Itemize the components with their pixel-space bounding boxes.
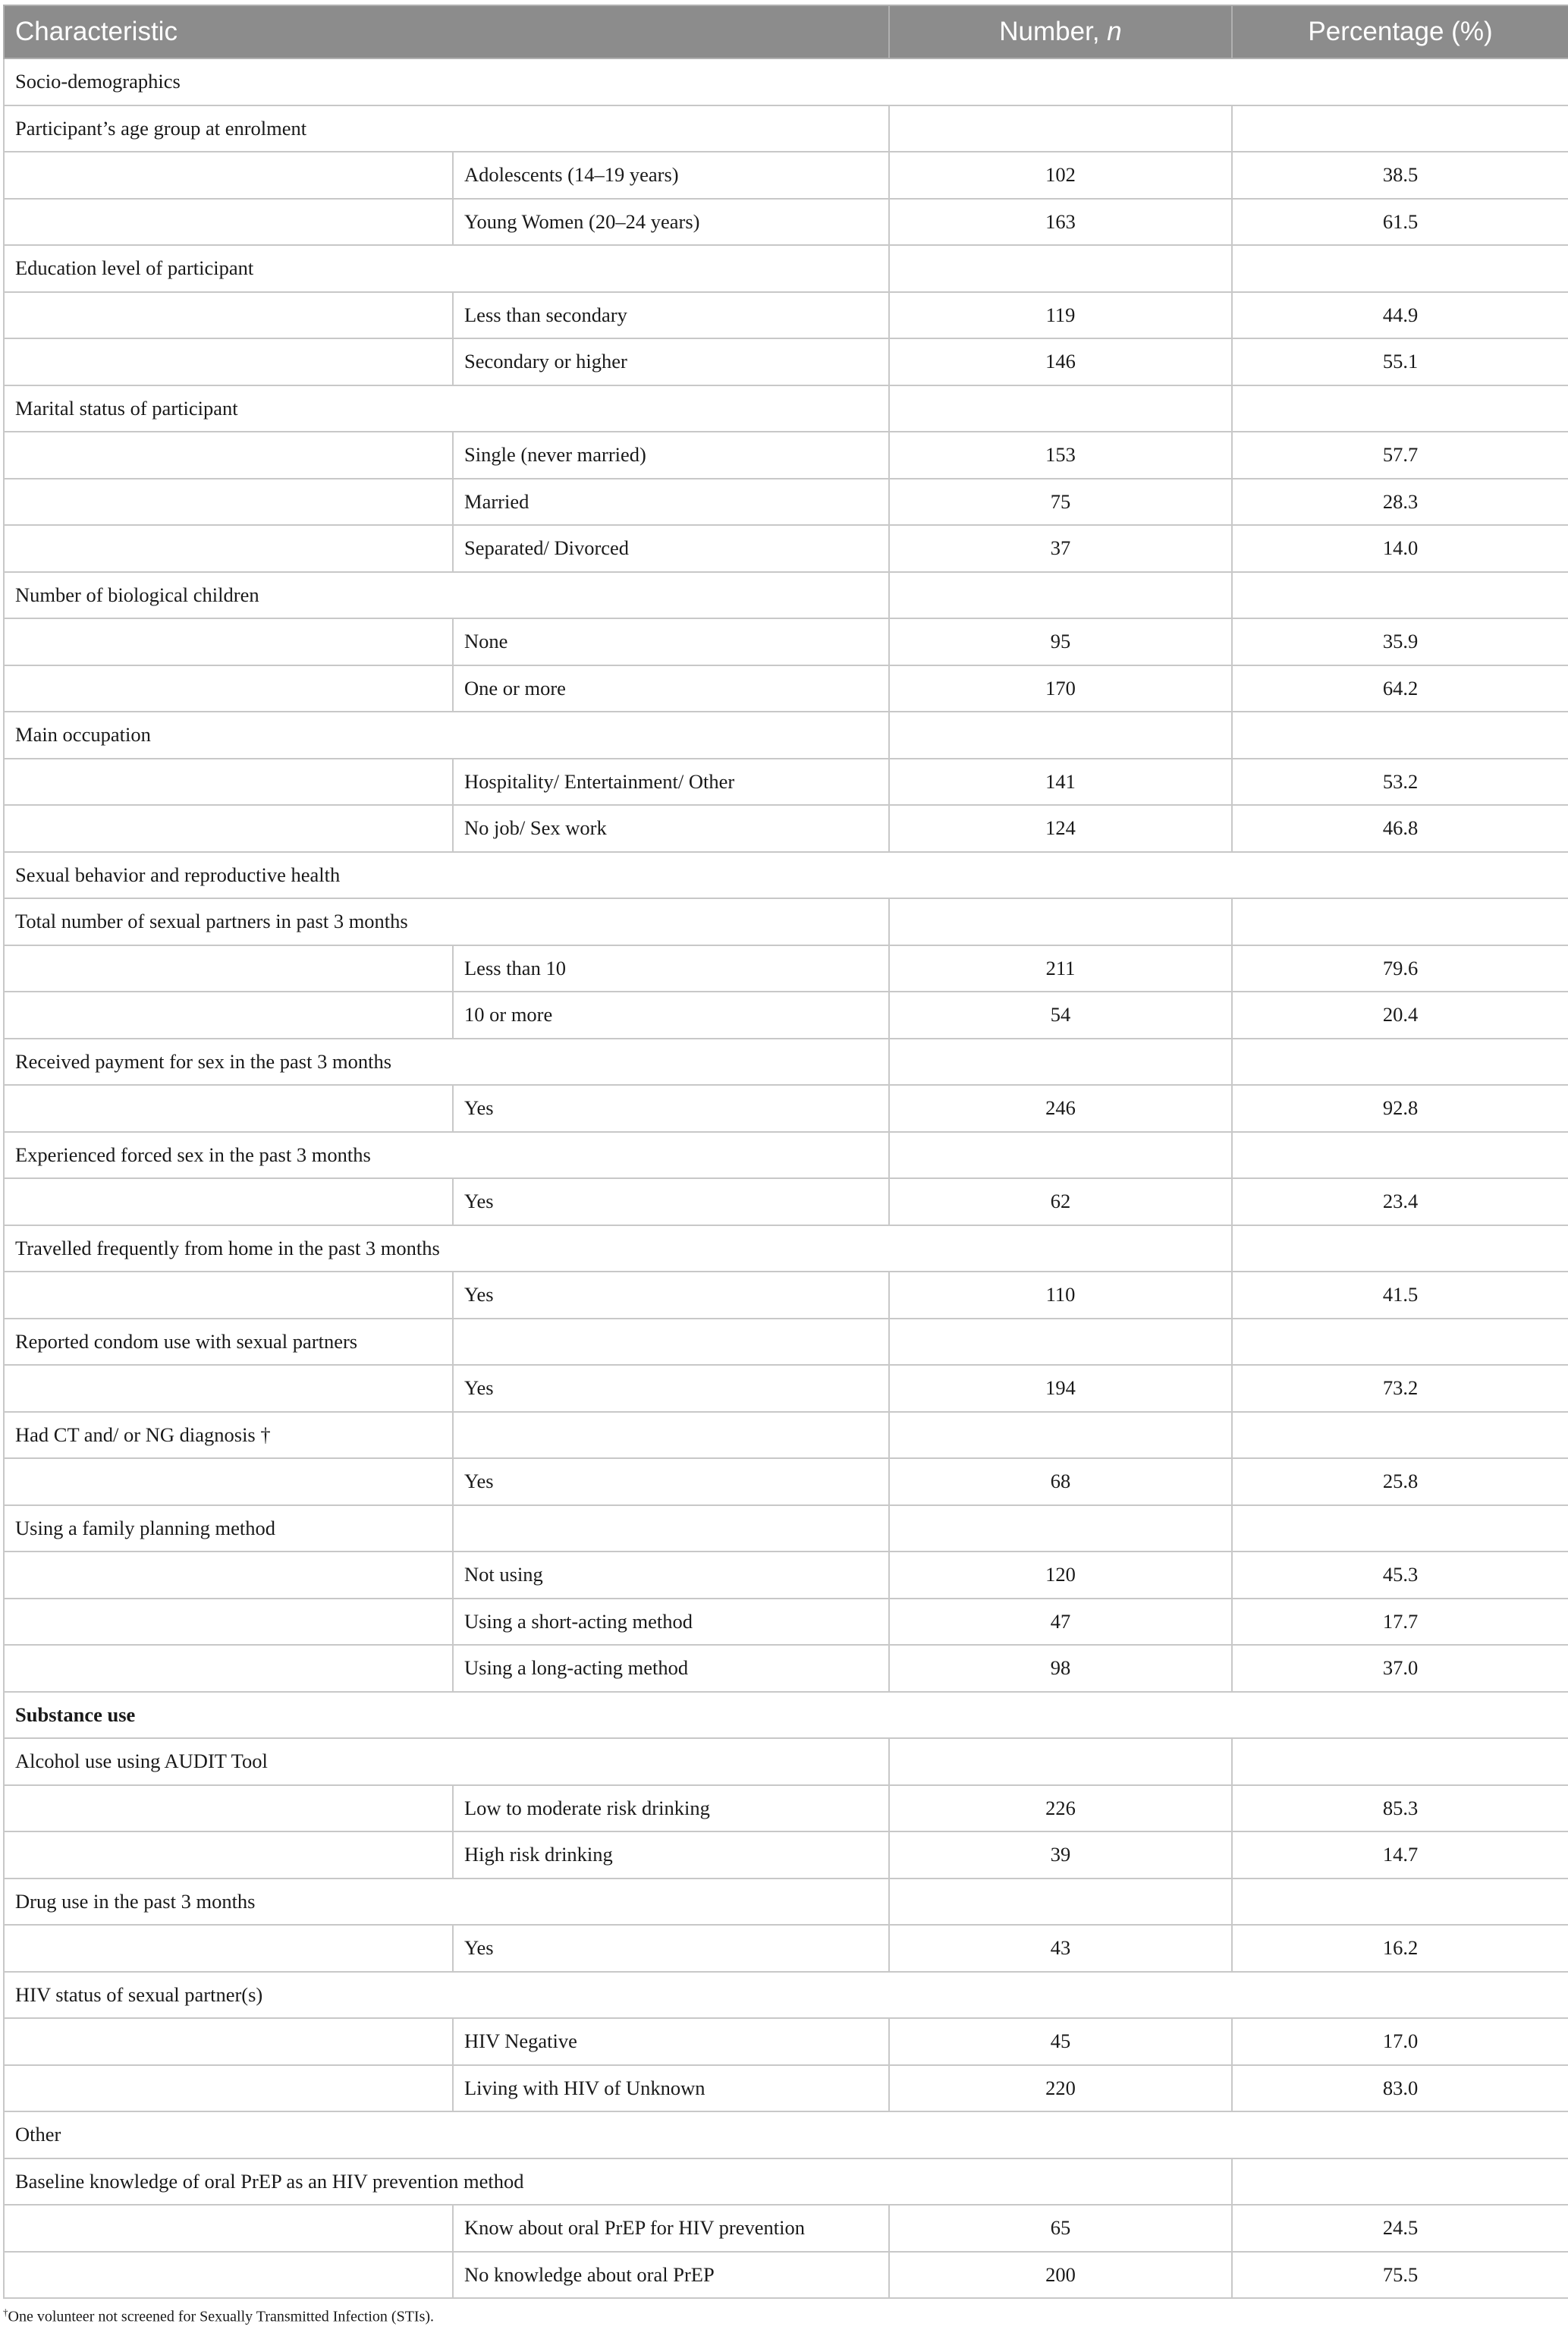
percentage-cell: 61.5 [1232,199,1568,246]
empty-cell [1232,385,1568,432]
table-row [4,199,1568,246]
percentage-cell: 14.0 [1232,525,1568,572]
empty-cell [1232,898,1568,945]
empty-cell [889,1879,1232,1926]
header-percentage: Percentage (%) [1232,5,1568,58]
table-row [4,432,1568,479]
category-label: Using a long-acting method [453,1645,889,1692]
empty-cell [1232,1412,1568,1459]
section-label: Substance use [4,1692,1568,1739]
category-label: No job/ Sex work [453,805,889,852]
category-label: Less than secondary [453,292,889,339]
empty-cell [1232,572,1568,619]
empty-cell [1232,1879,1568,1926]
count-cell: 37 [889,525,1232,572]
count-cell: 98 [889,1645,1232,1692]
indent-cell [4,1272,453,1319]
category-label: HIV Negative [453,2018,889,2065]
indent-cell [4,199,453,246]
header-characteristic: Characteristic [4,5,889,58]
empty-cell [1232,1738,1568,1785]
count-cell: 170 [889,665,1232,712]
group-row [4,1972,1568,2019]
count-cell: 43 [889,1925,1232,1972]
indent-cell [4,1552,453,1599]
percentage-cell: 55.1 [1232,338,1568,385]
group-label: Number of biological children [4,572,889,619]
table-row [4,292,1568,339]
empty-cell [1232,1319,1568,1366]
count-cell: 102 [889,152,1232,199]
table-row [4,2205,1568,2252]
indent-cell [4,2205,453,2252]
category-label: Yes [453,1085,889,1132]
category-label: 10 or more [453,992,889,1039]
header-number-n: n [1107,17,1122,46]
table-row [4,805,1568,852]
percentage-cell: 75.5 [1232,2252,1568,2299]
category-label: High risk drinking [453,1831,889,1879]
group-row [4,385,1568,432]
percentage-cell: 17.0 [1232,2018,1568,2065]
group-row [4,1319,1568,1366]
empty-cell [889,1039,1232,1086]
indent-cell [4,1831,453,1879]
empty-cell [889,1505,1232,1552]
category-label: None [453,618,889,665]
indent-cell [4,1925,453,1972]
count-cell: 153 [889,432,1232,479]
group-label: Alcohol use using AUDIT Tool [4,1738,889,1785]
section-label: Socio-demographics [4,58,1568,105]
count-cell: 124 [889,805,1232,852]
percentage-cell: 64.2 [1232,665,1568,712]
category-label: Yes [453,1178,889,1225]
table-row [4,1552,1568,1599]
percentage-cell: 41.5 [1232,1272,1568,1319]
percentage-cell: 35.9 [1232,618,1568,665]
percentage-cell: 38.5 [1232,152,1568,199]
count-cell: 226 [889,1785,1232,1832]
empty-cell [889,1319,1232,1366]
percentage-cell: 37.0 [1232,1645,1568,1692]
percentage-cell: 44.9 [1232,292,1568,339]
count-cell: 39 [889,1831,1232,1879]
footnote-text: One volunteer not screened for Sexually Transmitted Infection (STIs). [8,2308,435,2325]
group-row [4,1505,1568,1552]
group-label: Education level of participant [4,245,889,292]
indent-cell [4,1365,453,1412]
group-label: Using a family planning method [4,1505,453,1552]
empty-cell [1232,245,1568,292]
count-cell: 220 [889,2065,1232,2112]
group-label: Participant’s age group at enrolment [4,105,889,152]
indent-cell [4,1085,453,1132]
section-label: Other [4,2111,1568,2158]
count-cell: 47 [889,1599,1232,1646]
count-cell: 246 [889,1085,1232,1132]
section-row [4,1692,1568,1739]
empty-cell [1232,1039,1568,1086]
count-cell: 75 [889,479,1232,526]
table-row [4,1925,1568,1972]
category-label: Young Women (20–24 years) [453,199,889,246]
table-row [4,759,1568,806]
table-row [4,2018,1568,2065]
header-number-label: Number, [999,17,1108,46]
group-row [4,1039,1568,1086]
percentage-cell: 28.3 [1232,479,1568,526]
percentage-cell: 16.2 [1232,1925,1568,1972]
category-label: Less than 10 [453,945,889,992]
percentage-cell: 20.4 [1232,992,1568,1039]
indent-cell [4,152,453,199]
count-cell: 120 [889,1552,1232,1599]
empty-cell [889,898,1232,945]
indent-cell [4,1645,453,1692]
percentage-cell: 92.8 [1232,1085,1568,1132]
group-label: Marital status of participant [4,385,889,432]
group-row [4,572,1568,619]
percentage-cell: 24.5 [1232,2205,1568,2252]
header-number [889,5,1232,58]
group-label: Received payment for sex in the past 3 months [4,1039,889,1086]
table-row [4,992,1568,1039]
group-label: Baseline knowledge of oral PrEP as an HIV prevention method [4,2158,1232,2206]
count-cell: 68 [889,1458,1232,1505]
empty-cell [1232,105,1568,152]
empty-cell [453,1412,889,1459]
table-header-row [4,5,1568,58]
category-label: Yes [453,1365,889,1412]
count-cell: 163 [889,199,1232,246]
count-cell: 62 [889,1178,1232,1225]
percentage-cell: 45.3 [1232,1552,1568,1599]
empty-cell [889,245,1232,292]
empty-cell [453,1319,889,1366]
percentage-cell: 79.6 [1232,945,1568,992]
group-label: Experienced forced sex in the past 3 months [4,1132,889,1179]
group-row [4,1879,1568,1926]
category-label: Using a short-acting method [453,1599,889,1646]
table-row [4,525,1568,572]
empty-cell [889,1412,1232,1459]
footnote-mark: † [3,2306,8,2318]
empty-cell [1232,1132,1568,1179]
count-cell: 110 [889,1272,1232,1319]
empty-cell [453,1505,889,1552]
table-row [4,1645,1568,1692]
group-label: Total number of sexual partners in past 3 months [4,898,889,945]
empty-cell [1232,712,1568,759]
category-label: Single (never married) [453,432,889,479]
group-label: HIV status of sexual partner(s) [4,1972,1568,2019]
table-row [4,1272,1568,1319]
group-row [4,1132,1568,1179]
indent-cell [4,479,453,526]
percentage-cell: 73.2 [1232,1365,1568,1412]
group-row [4,1412,1568,1459]
empty-cell [889,1738,1232,1785]
empty-cell [1232,1225,1568,1272]
group-label: Main occupation [4,712,889,759]
indent-cell [4,525,453,572]
percentage-cell: 25.8 [1232,1458,1568,1505]
category-label: Separated/ Divorced [453,525,889,572]
count-cell: 54 [889,992,1232,1039]
count-cell: 65 [889,2205,1232,2252]
category-label: Secondary or higher [453,338,889,385]
indent-cell [4,992,453,1039]
percentage-cell: 14.7 [1232,1831,1568,1879]
category-label: Yes [453,1925,889,1972]
indent-cell [4,1599,453,1646]
indent-cell [4,2065,453,2112]
empty-cell [889,385,1232,432]
empty-cell [889,105,1232,152]
table-row [4,2065,1568,2112]
group-row [4,712,1568,759]
section-row [4,58,1568,105]
group-row [4,1738,1568,1785]
category-label: Low to moderate risk drinking [453,1785,889,1832]
category-label: One or more [453,665,889,712]
table-row [4,479,1568,526]
category-label: Yes [453,1272,889,1319]
category-label: Living with HIV of Unknown [453,2065,889,2112]
table-row [4,945,1568,992]
group-label: Reported condom use with sexual partners [4,1319,453,1366]
indent-cell [4,805,453,852]
footnote [3,2306,434,2326]
count-cell: 95 [889,618,1232,665]
count-cell: 45 [889,2018,1232,2065]
empty-cell [889,712,1232,759]
indent-cell [4,2018,453,2065]
percentage-cell: 23.4 [1232,1178,1568,1225]
group-label: Had CT and/ or NG diagnosis † [4,1412,453,1459]
empty-cell [1232,1505,1568,1552]
empty-cell [889,1132,1232,1179]
table-row [4,1599,1568,1646]
table-row [4,1785,1568,1832]
count-cell: 141 [889,759,1232,806]
indent-cell [4,618,453,665]
category-label: Yes [453,1458,889,1505]
count-cell: 211 [889,945,1232,992]
percentage-cell: 85.3 [1232,1785,1568,1832]
percentage-cell: 53.2 [1232,759,1568,806]
indent-cell [4,1178,453,1225]
indent-cell [4,759,453,806]
count-cell: 146 [889,338,1232,385]
section-row [4,852,1568,899]
indent-cell [4,1458,453,1505]
table-row [4,1365,1568,1412]
category-label: Adolescents (14–19 years) [453,152,889,199]
percentage-cell: 46.8 [1232,805,1568,852]
indent-cell [4,292,453,339]
table-row [4,618,1568,665]
table-row [4,1178,1568,1225]
section-row [4,2111,1568,2158]
group-label: Drug use in the past 3 months [4,1879,889,1926]
percentage-cell: 57.7 [1232,432,1568,479]
group-row [4,245,1568,292]
empty-cell [1232,2158,1568,2206]
table-row [4,1831,1568,1879]
category-label: Hospitality/ Entertainment/ Other [453,759,889,806]
percentage-cell: 17.7 [1232,1599,1568,1646]
category-label: Married [453,479,889,526]
category-label: Know about oral PrEP for HIV prevention [453,2205,889,2252]
indent-cell [4,2252,453,2299]
group-row [4,2158,1568,2206]
percentage-cell: 83.0 [1232,2065,1568,2112]
table-body [4,58,1568,2298]
empty-cell [889,572,1232,619]
section-label: Sexual behavior and reproductive health [4,852,1568,899]
group-row [4,105,1568,152]
table-row [4,1458,1568,1505]
count-cell: 200 [889,2252,1232,2299]
table-row [4,152,1568,199]
group-row [4,898,1568,945]
table-row [4,338,1568,385]
indent-cell [4,338,453,385]
indent-cell [4,432,453,479]
table-row [4,2252,1568,2299]
indent-cell [4,1785,453,1832]
category-label: No knowledge about oral PrEP [453,2252,889,2299]
indent-cell [4,945,453,992]
group-label: Travelled frequently from home in the past 3 months [4,1225,1232,1272]
count-cell: 194 [889,1365,1232,1412]
table-row [4,665,1568,712]
count-cell: 119 [889,292,1232,339]
category-label: Not using [453,1552,889,1599]
indent-cell [4,665,453,712]
table-row [4,1085,1568,1132]
group-row [4,1225,1568,1272]
characteristics-table [3,5,1568,2299]
